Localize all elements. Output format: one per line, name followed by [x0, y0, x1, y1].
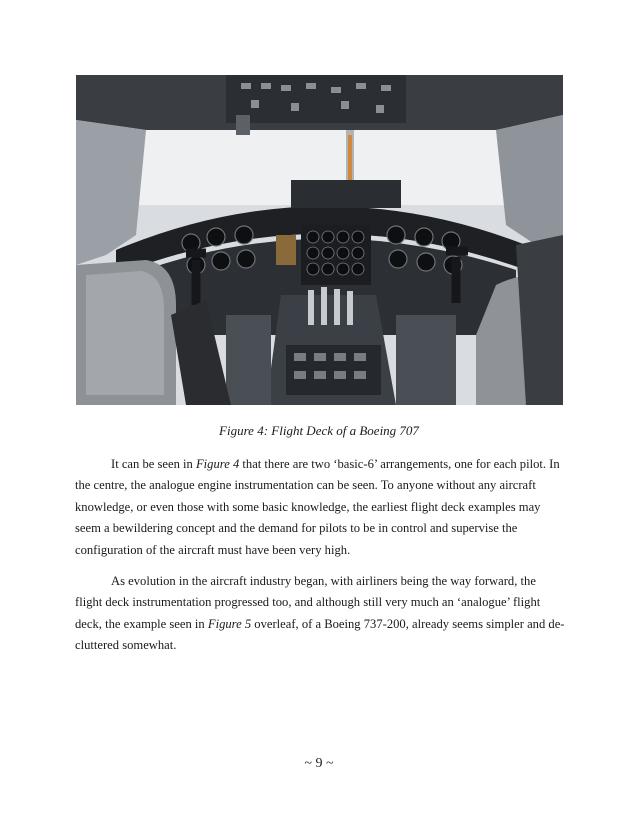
- text-span: It can be seen in: [111, 457, 196, 471]
- paragraph-line: configuration of the aircraft must have been very high.: [75, 542, 351, 557]
- figure-reference: Figure 5: [207, 616, 252, 631]
- text-span: overleaf, of a Boeing 737-200, already seems simpler and de-: [251, 616, 565, 631]
- paragraph-line: flight deck instrumentation progressed too, and although still very much an ‘analogue’ flight: [75, 595, 541, 610]
- flight-deck-photo: [76, 75, 563, 405]
- figure-reference: Figure 4: [195, 457, 240, 471]
- figure-caption: Figure 4: Flight Deck of a Boeing 707: [219, 423, 419, 438]
- body-paragraph-2: [75, 571, 565, 657]
- text-span: deck, the example seen in: [75, 616, 208, 631]
- flight-deck-illustration: [76, 75, 563, 405]
- paragraph-line: the centre, the analogue engine instrumentation can be seen. To anyone without any aircraft: [75, 478, 536, 493]
- paragraph-line: cluttered somewhat.: [75, 638, 177, 653]
- page-number: ~ 9 ~: [304, 756, 334, 771]
- body-paragraph-1: [75, 454, 565, 561]
- paragraph-line: seem a bewildering concept and the demand for pilots to be in control and supervise the: [75, 521, 518, 536]
- paragraph-line: [75, 454, 565, 475]
- paragraph-line: [75, 614, 565, 635]
- paragraph-line: knowledge, or even those with some basic knowledge, the earliest flight deck examples may: [75, 499, 541, 514]
- paragraph-line: As evolution in the aircraft industry began, with airliners being the way forward, the: [111, 574, 536, 588]
- text-span: that there are two ‘basic-6’ arrangements, one for each pilot. In: [239, 457, 560, 471]
